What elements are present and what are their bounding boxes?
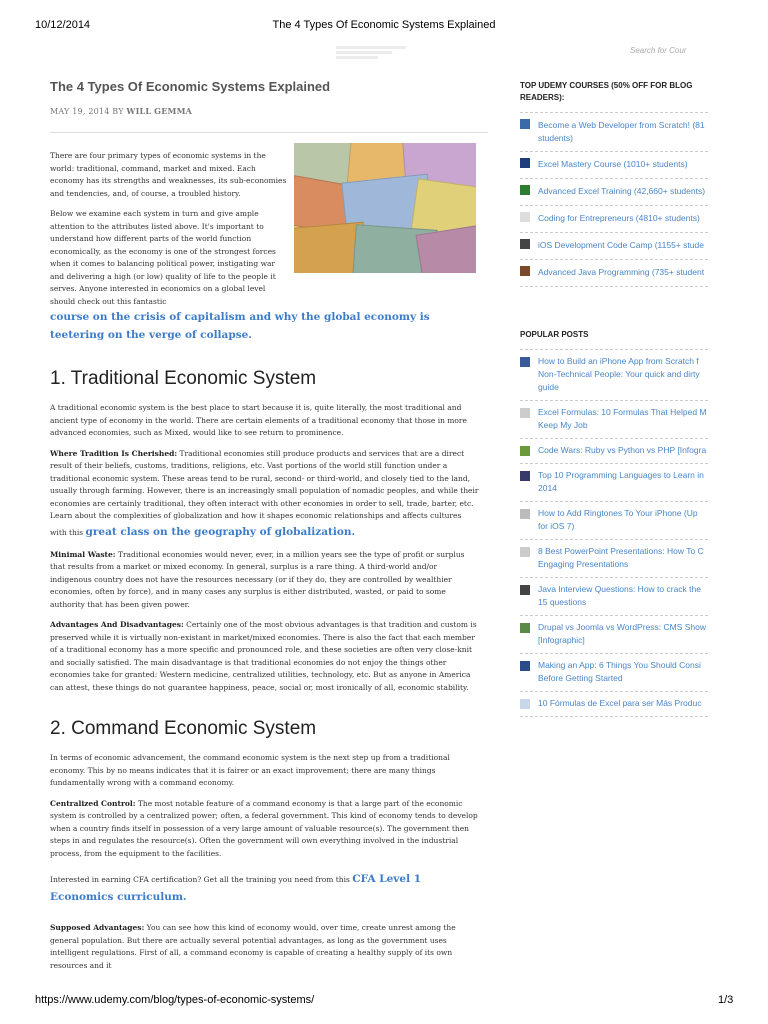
coding-course-icon xyxy=(520,212,530,222)
post-title: Code Wars: Ruby vs Python vs PHP [Infogra xyxy=(538,445,707,455)
popular-post-item[interactable] xyxy=(520,578,708,616)
section-2-heading: 2. Command Economic System xyxy=(50,718,317,739)
print-header xyxy=(0,0,768,40)
print-date: 10/12/2014 xyxy=(35,19,91,31)
post-title: Excel Formulas: 10 Formulas That Helped M Keep My Job xyxy=(538,407,707,430)
post-title: 10 Fórmulas de Excel para ser Más Produc xyxy=(538,698,702,708)
course-label: Advanced Java Programming (735+ student xyxy=(538,267,705,277)
section-1-paragraph-4: Advantages And Disadvantages: Certainly one of the most obvious advantages is that tradition and custom is preserved while it is virtually non-existant in market/mixed economies. There is also the fact that each member of a traditional economy has a more specific and pronounced role, and these societies are often very close-knit and socially satisfied. The main disadvantage is that traditional economies do not enjoy the things other economies take for granted: Western medicine, centralized utilities, technology, etc. But as anyone in America can attest, these things do not guarantee happiness, peace, social or, most ironically of all, economic stability. xyxy=(50,620,477,692)
popular-post-item[interactable] xyxy=(520,439,708,464)
powerpoint-post-icon xyxy=(520,547,530,557)
courses-list xyxy=(520,113,708,287)
ios-course-icon xyxy=(520,239,530,249)
advantages-label: Advantages And Disadvantages: xyxy=(50,620,184,629)
app-post-icon xyxy=(520,661,530,671)
crisis-course-link[interactable]: course on the crisis of capitalism and why the global economy is teetering on the verge of collapse. xyxy=(50,311,430,341)
popular-post-item[interactable] xyxy=(520,692,708,717)
post-title: How to Build an iPhone App from Scratch f Non-Technical People: Your quick and dirty guide xyxy=(538,356,700,392)
languages-post-icon xyxy=(520,471,530,481)
course-label: Excel Mastery Course (1010+ students) xyxy=(538,159,688,169)
title-divider xyxy=(50,132,488,133)
popular-posts-heading: POPULAR POSTS xyxy=(520,330,589,339)
course-label: Advanced Excel Training (42,660+ students) xyxy=(538,186,706,196)
section-2-paragraph-1: In terms of economic advancement, the command economic system is the next step up from a traditional economy. This by no means indicates that it is fairer or an exact improvement; there are many things fundamentally wrong with a command economy. xyxy=(50,753,450,787)
page-number: 1/3 xyxy=(718,994,734,1006)
section-2-paragraph-3: Interested in earning CFA certification? Get all the training you need from this CFA Level 1 Economics curriculum. xyxy=(50,873,422,903)
course-item[interactable] xyxy=(520,260,708,287)
byline-by: BY xyxy=(112,107,124,116)
course-item[interactable] xyxy=(520,206,708,233)
formulas-post-icon xyxy=(520,699,530,709)
section-2-paragraph-4: Supposed Advantages: You can see how this kind of economy would, over time, create unrest among the general population. But there are actually several potential advantages, as long as the government uses intelligent regulations. First of all, a command economy is capable of creating a healthy supply of its own resources and it xyxy=(50,923,456,970)
course-label: Become a Web Developer from Scratch! (81 students) xyxy=(538,120,705,143)
ringtones-post-icon xyxy=(520,509,530,519)
popular-post-item[interactable] xyxy=(520,502,708,540)
code-wars-post-icon xyxy=(520,446,530,456)
cms-post-icon xyxy=(520,623,530,633)
article-title: The 4 Types Of Economic Systems Explained xyxy=(50,79,331,94)
search-input[interactable]: Search for Cour xyxy=(630,46,687,55)
post-title: Top 10 Programming Languages to Learn in 2014 xyxy=(538,470,704,493)
excel-post-icon xyxy=(520,408,530,418)
course-item[interactable] xyxy=(520,113,708,152)
minimal-waste-label: Minimal Waste: xyxy=(50,549,116,559)
post-title: Making an App: 6 Things You Should Consi Before Getting Started xyxy=(538,660,701,683)
intro-paragraph-2: Below we examine each system in turn and give ample attention to the attributes listed above. It's important to understand how different parts of the world function economically, as the economy is one of the strongest forces when it comes to balancing political power, instigating war and delivering a high (or low) quality of life to the people it serves. Anyone interested in economics on a global level should check out this fantastic xyxy=(50,209,276,306)
article-byline xyxy=(50,106,480,116)
excel-course-icon xyxy=(520,158,530,168)
popular-post-item[interactable] xyxy=(520,401,708,439)
section-1-paragraph-3: Minimal Waste: Traditional economies would never, ever, in a million years see the type of profit or surplus that results from a market or mixed economy. In general, surplus is a rare thing. A third-world and/or indigenous country does not have the resources necessary (or if they do, they are controlled by wealthier economies, often by force), and in many cases any surplus is either distributed, wasted, or paid to some authority that has been given power. xyxy=(50,549,465,609)
print-title: The 4 Types Of Economic Systems Explained xyxy=(272,19,496,31)
post-title: Java Interview Questions: How to crack the 15 questions xyxy=(538,584,701,607)
java-course-icon xyxy=(520,266,530,276)
popular-post-item[interactable] xyxy=(520,540,708,578)
course-label: Coding for Entrepreneurs (4810+ students) xyxy=(538,213,700,223)
advanced-excel-course-icon xyxy=(520,185,530,195)
course-item[interactable] xyxy=(520,179,708,206)
iphone-post-icon xyxy=(520,357,530,367)
intro-paragraph-1: There are four primary types of economic systems in the world: traditional, command, market and mixed. Each economy has its strengths and weaknesses, its sub-economies and tendencies, and, of course, a troubled history. xyxy=(50,151,287,198)
cfa-curriculum-link[interactable]: CFA Level 1 Economics curriculum. xyxy=(50,873,422,903)
section-2-paragraph-2: Centralized Control: The most notable feature of a command economy is that a large part of the economic system is controlled by a centralized power; often, a federal government. This kind of economy tends to develop when a country finds itself in possession of a very large amount of valuable resource(s). The government then steps in and regulates the resource(s). Often the government will own everything involved in the industrial process, from the equipment to the facilities. xyxy=(50,798,478,858)
sidebar xyxy=(520,80,708,717)
post-title: Drupal vs Joomla vs WordPress: CMS Show [Infographic] xyxy=(538,622,707,645)
globalization-class-link[interactable]: great class on the geography of globalization. xyxy=(85,525,356,538)
banknotes-image xyxy=(294,143,476,273)
course-item[interactable] xyxy=(520,233,708,260)
section-1-heading: 1. Traditional Economic System xyxy=(50,368,317,389)
article-date: MAY 19, 2014 xyxy=(50,107,110,116)
page-url: https://www.udemy.com/blog/types-of-economic-systems/ xyxy=(35,994,315,1006)
site-logo[interactable] xyxy=(336,44,406,60)
popular-post-item[interactable] xyxy=(520,350,708,401)
web-dev-course-icon xyxy=(520,119,530,129)
centralized-label: Centralized Control: xyxy=(50,798,136,808)
posts-list xyxy=(520,350,708,717)
tradition-label: Where Tradition Is Cherished: xyxy=(50,448,178,458)
popular-post-item[interactable] xyxy=(520,464,708,502)
post-title: How to Add Ringtones To Your iPhone (Up for iOS 7) xyxy=(538,508,698,531)
course-label: iOS Development Code Camp (1155+ stude xyxy=(538,240,704,250)
popular-post-item[interactable] xyxy=(520,654,708,692)
article-author[interactable]: WILL GEMMA xyxy=(126,106,193,116)
courses-heading: TOP UDEMY COURSES (50% OFF FOR BLOG READERS): xyxy=(520,81,693,102)
section-1-paragraph-2: Where Tradition Is Cherished: Traditional economies still produce products and services that are a direct result of their beliefs, customs, traditions, religions, etc. Vast portions of the world still function under a traditional economic system. These areas tend to be rural, second- or third-world, and closely tied to the land, usually through farming. However, there is an increasingly small population of nomadic peoples, and while their economies are certainly traditional, they often interact with other economies in order to sell, trade, barter, etc. Learn about the complexities of globalization and how it shapes economic relationships and affects cultures with this great class on the geography of globalization. xyxy=(50,448,479,538)
supposed-advantages-label: Supposed Advantages: xyxy=(50,923,145,932)
java-post-icon xyxy=(520,585,530,595)
course-item[interactable] xyxy=(520,152,708,179)
section-1-paragraph-1: A traditional economic system is the best place to start because it is, quite literally, the most traditional and ancient type of economy in the world. There are certain elements of a traditional economy that those in more advanced economies, such as Mixed, would like to see return to prominence. xyxy=(50,403,467,437)
popular-post-item[interactable] xyxy=(520,616,708,654)
post-title: 8 Best PowerPoint Presentations: How To C Engaging Presentations xyxy=(538,546,704,569)
